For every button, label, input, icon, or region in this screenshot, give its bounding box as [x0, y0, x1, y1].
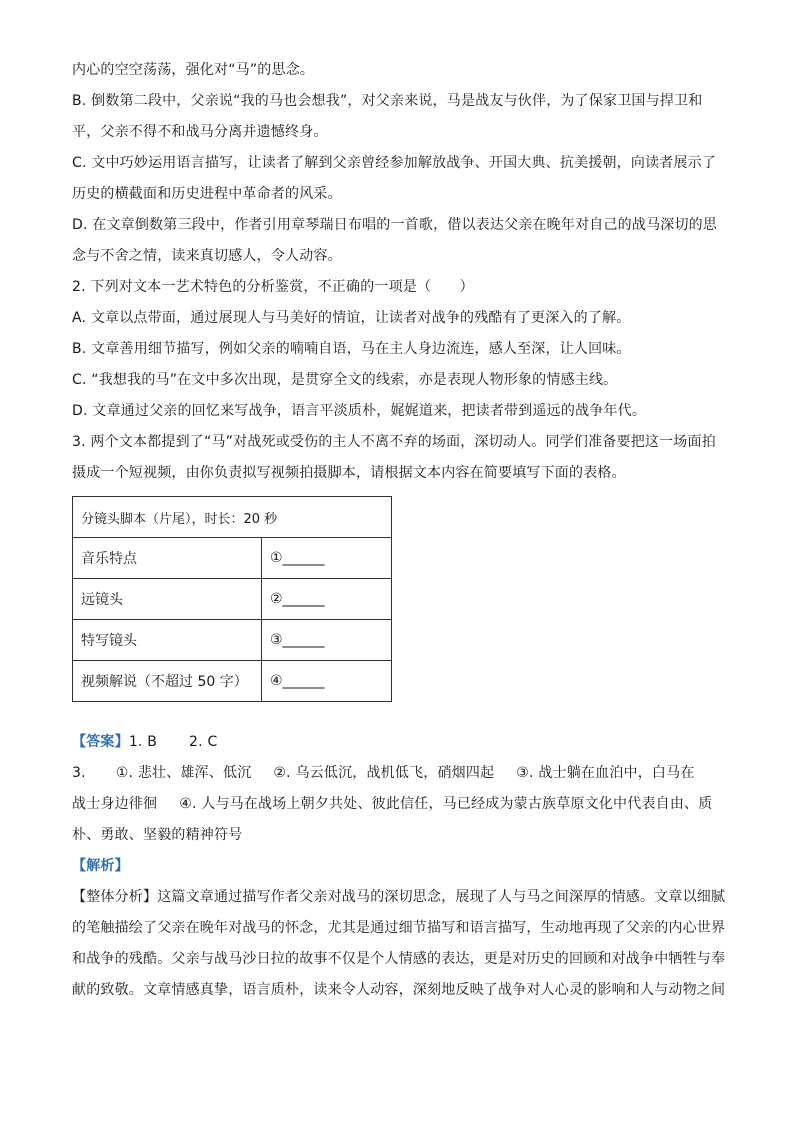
answer-line-3: [72, 794, 722, 825]
text-line: 内心的空空荡荡，强化对“马”的思念。: [72, 62, 315, 78]
text-line: B. 倒数第二段中，父亲说“我的马也会想我”，对父亲来说，马是战友与伙伴，为了保家卫国与捍卫和: [72, 93, 703, 109]
text-line: D. 在文章倒数第三段中，作者引用章琴瑞日布唱的一首歌，借以表达父亲在晚年对自己的战马深切的思: [72, 217, 718, 233]
answer-line-1: [72, 732, 722, 763]
answer-3-part-3b: 战士身边徘徊: [72, 796, 158, 812]
text-line: 历史的横截面和历史进程中革命者的风采。: [72, 186, 342, 202]
answer-3-num: 3.: [72, 765, 86, 781]
table-row: [73, 538, 392, 579]
script-table: [72, 496, 392, 702]
row-blank: ③______: [262, 620, 392, 661]
row-label: 特写镜头: [73, 620, 262, 661]
table-row: [73, 579, 392, 620]
row-label: 视频解说（不超过 50 字）: [73, 661, 262, 702]
text-line: C. “我想我的马”在文中多次出现，是贯穿全文的线索，亦是表现人物形象的情感主线。: [72, 372, 618, 388]
answer-3-part-4: ④. 人与马在战场上朝夕共处、彼此信任，马已经成为蒙古族草原文化中代表自由、质: [179, 796, 713, 812]
text-line: 和战争的残酷。父亲与战马沙日拉的故事不仅是个人情感的表达，更是对历史的回顾和对战争中牺牲与奉: [72, 951, 726, 967]
answer-1: 1. B: [128, 734, 158, 750]
text-line: 的笔触描绘了父亲在晚年对战马的怀念，尤其是通过细节描写和语言描写，生动地再现了父亲的内心世界: [72, 920, 726, 936]
answer-line-2: [72, 763, 722, 794]
text-line: B. 文章善用细节描写，例如父亲的喃喃自语，马在主人身边流连，感人至深，让人回味。: [72, 341, 631, 357]
row-label: 音乐特点: [73, 538, 262, 579]
text-line: 3. 两个文本都提到了“马”对战死或受伤的主人不离不弃的场面，深切动人。同学们准备要把这一场面拍: [72, 434, 716, 450]
row-blank: ②______: [262, 579, 392, 620]
text-line: 平，父亲不得不和战马分离并遗憾终身。: [72, 124, 328, 140]
text-line: 献的致敬。文章情感真挚，语言质朴，读来令人动容，深刻地反映了战争对人心灵的影响和人与动物之间: [72, 982, 726, 998]
document-page: [72, 60, 726, 1011]
analysis-tag: 【解析】: [72, 858, 129, 874]
analysis-text: [72, 887, 726, 1011]
text-line: 【整体分析】这篇文章通过描写作者父亲对战马的深切思念，展现了人与马之间深厚的情感。文章以细腻: [72, 889, 726, 905]
table-row: [73, 661, 392, 702]
answer-tag: 【答案】: [72, 734, 129, 750]
table-row: [73, 620, 392, 661]
text-line: C. 文中巧妙运用语言描写，让读者了解到父亲曾经参加解放战争、开国大典、抗美援朝，向读者展示了: [72, 155, 717, 171]
answer-2: 2. C: [189, 734, 218, 750]
answer-3-part-3: ③. 战士躺在血泊中，白马在: [516, 765, 695, 781]
row-blank: ④______: [262, 661, 392, 702]
text-line: 念与不舍之情，读来真切感人，令人动容。: [72, 248, 342, 264]
answer-3-part-1: ①. 悲壮、雄浑、低沉: [115, 765, 252, 781]
row-blank: ①______: [262, 538, 392, 579]
text-line: A. 文章以点带面，通过展现人与马美好的情谊，让读者对战争的残酷有了更深入的了解。: [72, 310, 631, 326]
answer-line-4: 朴、勇敢、坚毅的精神符号: [72, 827, 243, 843]
text-line: D. 文章通过父亲的回忆来写战争，语言平淡质朴，娓娓道来，把读者带到遥远的战争年代。: [72, 403, 647, 419]
text-line: 摄成一个短视频，由你负责拟写视频拍摄脚本，请根据文本内容在简要填写下面的表格。: [72, 465, 626, 481]
text-line: 2. 下列对文本一艺术特色的分析鉴赏，不正确的一项是（ ）: [72, 279, 474, 295]
row-label: 远镜头: [73, 579, 262, 620]
question-text: [72, 60, 722, 494]
table-header: 分镜头脚本（片尾），时长：20 秒: [73, 497, 392, 538]
answer-3-part-2: ②. 乌云低沉，战机低飞，硝烟四起: [273, 765, 495, 781]
